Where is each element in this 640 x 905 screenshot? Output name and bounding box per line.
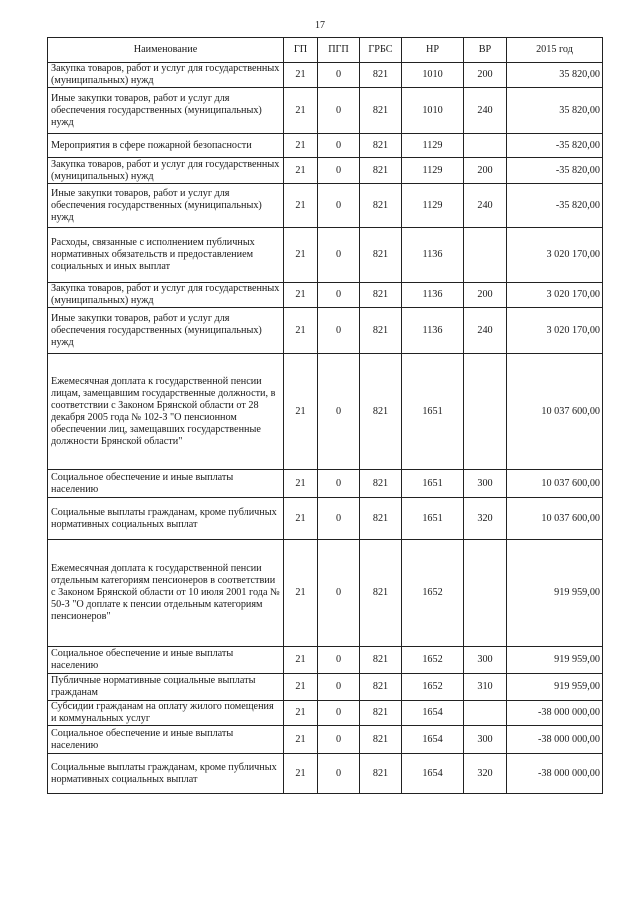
- row-vr: 200: [464, 158, 507, 184]
- row-name: Социальные выплаты гражданам, кроме публичных нормативных социальных выплат: [48, 754, 284, 794]
- header-year: 2015 год: [507, 38, 603, 63]
- row-gp: 21: [284, 354, 318, 470]
- row-nr: 1010: [402, 63, 464, 88]
- row-vr: 300: [464, 726, 507, 754]
- row-pgp: 0: [318, 354, 360, 470]
- row-gp: 21: [284, 283, 318, 308]
- row-name: Социальное обеспечение и иные выплаты населению: [48, 726, 284, 754]
- row-pgp: 0: [318, 540, 360, 647]
- row-nr: 1010: [402, 88, 464, 134]
- row-amount: 10 037 600,00: [507, 354, 603, 470]
- row-nr: 1129: [402, 134, 464, 158]
- table-row: [48, 647, 603, 674]
- table-row: [48, 228, 603, 283]
- row-name: Социальные выплаты гражданам, кроме публичных нормативных социальных выплат: [48, 498, 284, 540]
- row-gp: 21: [284, 308, 318, 354]
- row-pgp: 0: [318, 470, 360, 498]
- row-nr: 1652: [402, 647, 464, 674]
- row-vr: 320: [464, 498, 507, 540]
- row-amount: 919 959,00: [507, 540, 603, 647]
- row-pgp: 0: [318, 228, 360, 283]
- header-gp: ГП: [284, 38, 318, 63]
- row-nr: 1136: [402, 228, 464, 283]
- row-nr: 1651: [402, 470, 464, 498]
- header-nr: НР: [402, 38, 464, 63]
- row-nr: 1136: [402, 283, 464, 308]
- row-grbs: 821: [360, 540, 402, 647]
- row-vr: 310: [464, 674, 507, 701]
- row-nr: 1652: [402, 540, 464, 647]
- row-amount: 10 037 600,00: [507, 498, 603, 540]
- row-vr: [464, 701, 507, 726]
- row-grbs: 821: [360, 647, 402, 674]
- row-grbs: 821: [360, 674, 402, 701]
- row-name: Иные закупки товаров, работ и услуг для обеспечения государственных (муниципальных) нужд: [48, 184, 284, 228]
- row-name: Социальное обеспечение и иные выплаты населению: [48, 647, 284, 674]
- row-pgp: 0: [318, 647, 360, 674]
- row-gp: 21: [284, 134, 318, 158]
- row-vr: 240: [464, 308, 507, 354]
- table-row: [48, 701, 603, 726]
- row-grbs: 821: [360, 354, 402, 470]
- row-vr: 200: [464, 283, 507, 308]
- row-gp: 21: [284, 726, 318, 754]
- row-amount: -35 820,00: [507, 184, 603, 228]
- row-vr: 320: [464, 754, 507, 794]
- row-nr: 1654: [402, 726, 464, 754]
- row-amount: -35 820,00: [507, 134, 603, 158]
- table-body: [48, 63, 603, 794]
- row-grbs: 821: [360, 228, 402, 283]
- row-nr: 1654: [402, 754, 464, 794]
- row-name: Субсидии гражданам на оплату жилого помещения и коммунальных услуг: [48, 701, 284, 726]
- row-nr: 1651: [402, 498, 464, 540]
- table-row: [48, 184, 603, 228]
- row-pgp: 0: [318, 726, 360, 754]
- row-grbs: 821: [360, 158, 402, 184]
- row-amount: 10 037 600,00: [507, 470, 603, 498]
- table-row: [48, 88, 603, 134]
- table-row: [48, 283, 603, 308]
- row-gp: 21: [284, 158, 318, 184]
- row-grbs: 821: [360, 308, 402, 354]
- header-grbs: ГРБС: [360, 38, 402, 63]
- row-gp: 21: [284, 228, 318, 283]
- table-row: [48, 354, 603, 470]
- table-row: [48, 726, 603, 754]
- row-amount: 3 020 170,00: [507, 228, 603, 283]
- row-grbs: 821: [360, 470, 402, 498]
- row-gp: 21: [284, 754, 318, 794]
- row-vr: [464, 134, 507, 158]
- row-pgp: 0: [318, 184, 360, 228]
- row-name: Мероприятия в сфере пожарной безопасности: [48, 134, 284, 158]
- header-vr: ВР: [464, 38, 507, 63]
- row-name: Социальное обеспечение и иные выплаты населению: [48, 470, 284, 498]
- row-amount: -35 820,00: [507, 158, 603, 184]
- row-name: Иные закупки товаров, работ и услуг для обеспечения государственных (муниципальных) нужд: [48, 88, 284, 134]
- row-pgp: 0: [318, 88, 360, 134]
- row-gp: 21: [284, 470, 318, 498]
- row-gp: 21: [284, 184, 318, 228]
- row-nr: 1651: [402, 354, 464, 470]
- budget-table: [47, 37, 603, 794]
- row-grbs: 821: [360, 184, 402, 228]
- row-name: Ежемесячная доплата к государственной пенсии отдельным категориям пенсионеров в соответствии с Законом Брянской области от 10 июля 2001 года № 50-З "О доплате к пенсии отдельным категориям пенсионеров": [48, 540, 284, 647]
- row-grbs: 821: [360, 283, 402, 308]
- row-grbs: 821: [360, 726, 402, 754]
- row-amount: 35 820,00: [507, 88, 603, 134]
- row-pgp: 0: [318, 283, 360, 308]
- row-name: Ежемесячная доплата к государственной пенсии лицам, замещавшим государственные должности, в соответствии с Законом Брянской области от 28 декабря 2005 года № 102-З "О пенсионном обеспечении лиц, замещавших государственные должности Брянской области": [48, 354, 284, 470]
- row-nr: 1129: [402, 158, 464, 184]
- row-amount: 3 020 170,00: [507, 283, 603, 308]
- row-vr: 240: [464, 184, 507, 228]
- row-gp: 21: [284, 88, 318, 134]
- row-grbs: 821: [360, 701, 402, 726]
- row-pgp: 0: [318, 498, 360, 540]
- row-amount: 3 020 170,00: [507, 308, 603, 354]
- row-pgp: 0: [318, 754, 360, 794]
- row-grbs: 821: [360, 88, 402, 134]
- table-row: [48, 308, 603, 354]
- row-nr: 1136: [402, 308, 464, 354]
- row-pgp: 0: [318, 134, 360, 158]
- row-grbs: 821: [360, 754, 402, 794]
- row-gp: 21: [284, 674, 318, 701]
- row-amount: -38 000 000,00: [507, 726, 603, 754]
- row-vr: 240: [464, 88, 507, 134]
- row-pgp: 0: [318, 308, 360, 354]
- table-header-row: [48, 38, 603, 63]
- table-row: [48, 674, 603, 701]
- row-vr: 300: [464, 470, 507, 498]
- row-vr: 300: [464, 647, 507, 674]
- page-number: 17: [315, 20, 325, 31]
- row-amount: -38 000 000,00: [507, 754, 603, 794]
- row-nr: 1129: [402, 184, 464, 228]
- table-row: [48, 498, 603, 540]
- row-grbs: 821: [360, 498, 402, 540]
- header-name: Наименование: [48, 38, 284, 63]
- header-pgp: ПГП: [318, 38, 360, 63]
- row-name: Закупка товаров, работ и услуг для государственных (муниципальных) нужд: [48, 63, 284, 88]
- row-pgp: 0: [318, 701, 360, 726]
- row-vr: [464, 228, 507, 283]
- row-name: Иные закупки товаров, работ и услуг для обеспечения государственных (муниципальных) нужд: [48, 308, 284, 354]
- row-pgp: 0: [318, 158, 360, 184]
- table-row: [48, 540, 603, 647]
- row-amount: 919 959,00: [507, 647, 603, 674]
- row-amount: 919 959,00: [507, 674, 603, 701]
- row-nr: 1654: [402, 701, 464, 726]
- table-row: [48, 470, 603, 498]
- row-pgp: 0: [318, 674, 360, 701]
- row-vr: [464, 354, 507, 470]
- row-name: Расходы, связанные с исполнением публичных нормативных обязательств и предоставлением социальных и иных выплат: [48, 228, 284, 283]
- row-gp: 21: [284, 63, 318, 88]
- row-vr: 200: [464, 63, 507, 88]
- row-name: Закупка товаров, работ и услуг для государственных (муниципальных) нужд: [48, 158, 284, 184]
- row-gp: 21: [284, 647, 318, 674]
- row-nr: 1652: [402, 674, 464, 701]
- row-grbs: 821: [360, 63, 402, 88]
- table-row: [48, 134, 603, 158]
- row-grbs: 821: [360, 134, 402, 158]
- table-row: [48, 754, 603, 794]
- row-amount: 35 820,00: [507, 63, 603, 88]
- row-name: Публичные нормативные социальные выплаты гражданам: [48, 674, 284, 701]
- row-name: Закупка товаров, работ и услуг для государственных (муниципальных) нужд: [48, 283, 284, 308]
- row-gp: 21: [284, 701, 318, 726]
- row-amount: -38 000 000,00: [507, 701, 603, 726]
- row-pgp: 0: [318, 63, 360, 88]
- row-vr: [464, 540, 507, 647]
- row-gp: 21: [284, 540, 318, 647]
- row-gp: 21: [284, 498, 318, 540]
- table-row: [48, 158, 603, 184]
- table-row: [48, 63, 603, 88]
